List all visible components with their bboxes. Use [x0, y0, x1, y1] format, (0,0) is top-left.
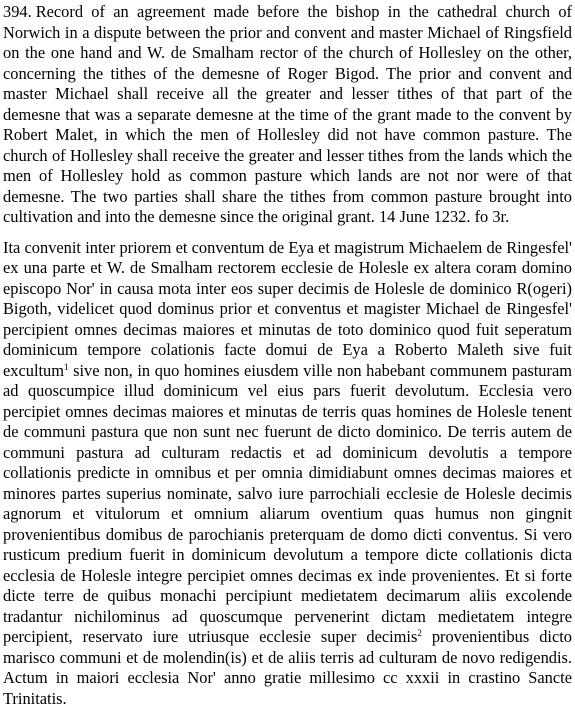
latin-text-part-3: provenientibus dicto marisco communi et de molendin(is) et de aliis terris ad culturam de novo redigendis. Actum in maiori ecclesia Nor' anno gratie millesimo cc xxxii in crastino Sancte Trinitatis.	[3, 627, 572, 708]
entry-number: 394.	[3, 2, 32, 21]
footnote-marker-1: 1	[64, 361, 69, 372]
latin-text-paragraph	[3, 238, 572, 710]
footnote-marker-2: 2	[417, 628, 422, 638]
entry-summary-text: Record of an agreement made before the bishop in the cathedral church of Norwich in a dispute between the prior and convent and master Michael of Ringsfield on the one hand and W. de Smalham rector of the church of Hollesley on the other, concerning the tithes of the demesne of Roger Bigod. The prior and convent and master Michael shall receive all the greater and lesser tithes of that part of the demesne that was a separate demesne at the time of the grant made to the convent by Robert Malet, in which the men of Hollesley did not have common pasture. The church of Hollesley shall receive the greater and lesser tithes from the lands which the men of Hollesley hold as common pasture which lands are not nor were of that demesne. The two parties shall share the tithes from common pasture brought into cultivation and into the demesne since the original grant. 14 June 1232. fo 3r.	[3, 2, 572, 226]
entry-summary-paragraph	[3, 2, 572, 228]
latin-text-part-2: sive non, in quo homines eiusdem ville non habebant communem pasturam ad quoscumpice illud dominicum vel eius pars fuerit devolutum. Ecclesia vero percipiet omnes decimas maiores et minutas de terris quas homines de Holesle tenent de communi pastura que non sunt nec fuerunt de dicto dominico. De terris autem de communi pastura ad culturam redactis et ad dominicum devolutis a tempore collationis predicte in omnibus et per omnia dimidiabunt omnes decimas maiores et minores partes superius nominate, salvo iure parrochiali ecclesie de Holesle decimis agnorum et vitulorum et omnium aliarum oventium quas humus non gingnit provenientibus domibus de parochianis preterquam de domo dicti conventus. Si vero rusticum predium fuerit in dominicum devolutum a tempore dicte collationis dicta ecclesia de Holesle integre percipiet omnes decimas ex inde provenientes. Et si forte dicte terre de quibus monachi percipiunt medietatem decimarum aliis excolende tradantur nichilominus ad quoscumque pervenerint dictam medietatem integre percipient, reservato iure utriusque ecclesie super decimis	[3, 360, 572, 646]
latin-text-part-1: Ita convenit inter priorem et conventum de Eya et magistrum Michaelem de Ringesfel' ex una parte et W. de Smalham rectorem ecclesie de Holesle ex altera coram domino episcopo Nor' in causa mota inter eos super decimis de Holesle de dominico R(ogeri) Bigoth, videlicet quod dominus prior et conventus et magister Michael de Ringesfel' percipient omnes decimas maiores et minutas de toto dominico quod fuit seperatum dominicum tempore colationis facte domui de Eya a Roberto Maleth sive fuit excultum	[3, 237, 572, 380]
